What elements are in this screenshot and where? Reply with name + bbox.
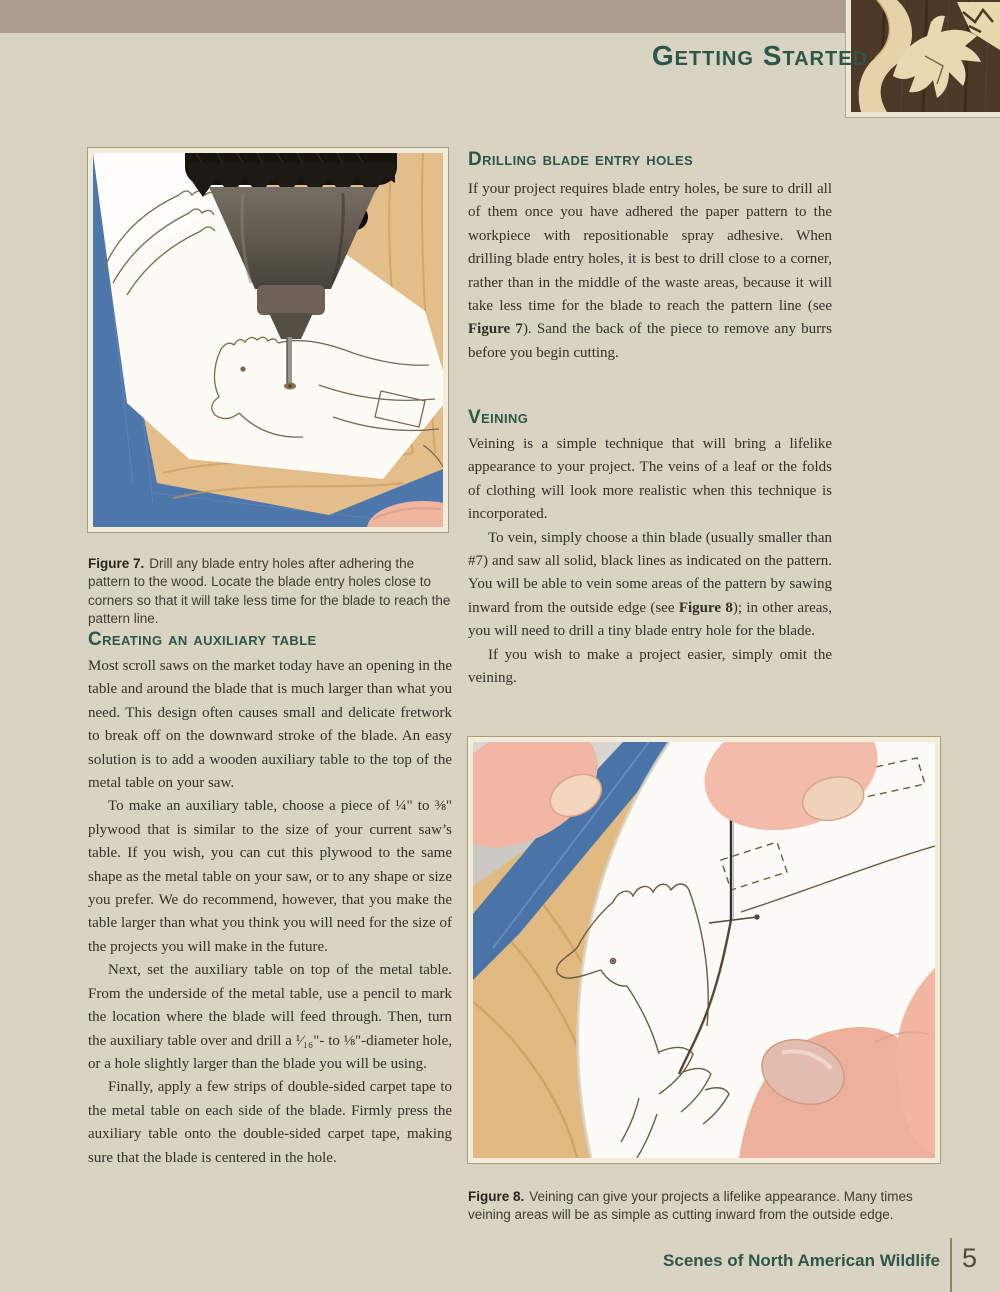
paragraph-text: ). Sand the back of the piece to remove any burrs before you begin cutting. xyxy=(468,321,833,361)
paragraph: Finally, apply a few strips of double-sided carpet tape to the metal table on each side of the blade. Firmly press the auxiliary table onto the double-sided carpet tape, making sure that the blade is centered in the hole. xyxy=(88,1079,452,1166)
paragraph: Next, set the auxiliary table on top of the metal table. From the underside of the metal table, use a pencil to mark the location where the blade will feed through. Then, turn the auxiliary table over and drill a ¹⁄₁₆"- to ⅛"-diameter hole, or a hole slightly larger than the blade you will be using. xyxy=(88,962,452,1072)
paragraph xyxy=(468,178,832,365)
veining-body xyxy=(468,433,832,690)
figure8-caption-label: Figure 8. xyxy=(468,1188,525,1204)
paragraph: If you wish to make a project easier, simply omit the veining. xyxy=(468,646,832,687)
figure8-photo xyxy=(468,737,940,1163)
corner-photo-scrollsaw-cutouts xyxy=(846,0,1000,117)
footer-divider xyxy=(950,1238,952,1292)
figure7-illustration xyxy=(93,153,443,527)
figure8-caption xyxy=(468,1188,940,1225)
paragraph xyxy=(468,527,832,644)
figure8-reference: Figure 8 xyxy=(678,599,733,616)
figure7-caption-label: Figure 7. xyxy=(88,555,145,571)
left-column-body xyxy=(88,655,452,1170)
drilling-body xyxy=(468,178,832,365)
page-title: Getting Started xyxy=(651,40,868,71)
paragraph: To make an auxiliary table, choose a piece of ¼" to ⅜" plywood that is similar to the size of your current saw’s table. If you wish, you can cut this plywood to the same shape as the metal table on your saw, or to any shape or size you prefer. We do recommend, however, that you make the table larger than what you think you will need for the size of the projects you will make in the future. xyxy=(88,798,452,955)
figure8-illustration xyxy=(473,742,935,1158)
figure7-caption xyxy=(88,555,452,629)
figure7-caption-text: Drill any blade entry holes after adhering the pattern to the wood. Locate the blade entry holes close to corners so that it will take less time for the blade to reach the pattern line. xyxy=(88,555,451,626)
paragraph-text: ); in other areas, you will need to drill a tiny blade entry hole for the blade. xyxy=(468,599,832,640)
figure7-photo xyxy=(88,148,448,532)
footer-book-title: Scenes of North American Wildlife xyxy=(663,1251,940,1270)
paragraph-text: To vein, simply choose a thin blade (usually smaller than #7) and saw all solid, black lines as indicated on the pattern. You will be able to vein some areas of the pattern by sawing inward from the outside edge (see xyxy=(468,529,832,616)
figure7-reference: Figure 7 xyxy=(468,321,523,338)
page-number: 5 xyxy=(962,1243,978,1273)
corner-photo-illustration xyxy=(851,0,1000,112)
section-heading-creating-auxiliary-table: Creating an auxiliary table xyxy=(88,629,317,650)
section-heading-drilling-blade-entry-holes: Drilling blade entry holes xyxy=(468,149,694,170)
paragraph-text: If your project requires blade entry holes, be sure to drill all of them once you have adhered the paper pattern to the workpiece with repositionable spray adhesive. When drilling blade entry holes, it is best to drill close to a corner, rather than in the middle of the waste areas, because it will take less time for the blade to reach the pattern line (see xyxy=(468,181,832,315)
figure8-caption-text: Veining can give your projects a lifelike appearance. Many times veining areas will be as simple as cutting inward from the outside edge. xyxy=(468,1188,913,1222)
section-heading-veining: Veining xyxy=(468,407,529,428)
paragraph: Veining is a simple technique that will bring a lifelike appearance to your project. The veins of a leaf or the folds of clothing will look more realistic when this technique is incorporated. xyxy=(468,436,832,523)
paragraph: Most scroll saws on the market today have an opening in the table and around the blade that is much larger than what you need. This design often causes small and delicate fretwork to break off on the downward stroke of the blade. An easy solution is to add a wooden auxiliary table to the top of the metal table on your saw. xyxy=(88,658,452,792)
